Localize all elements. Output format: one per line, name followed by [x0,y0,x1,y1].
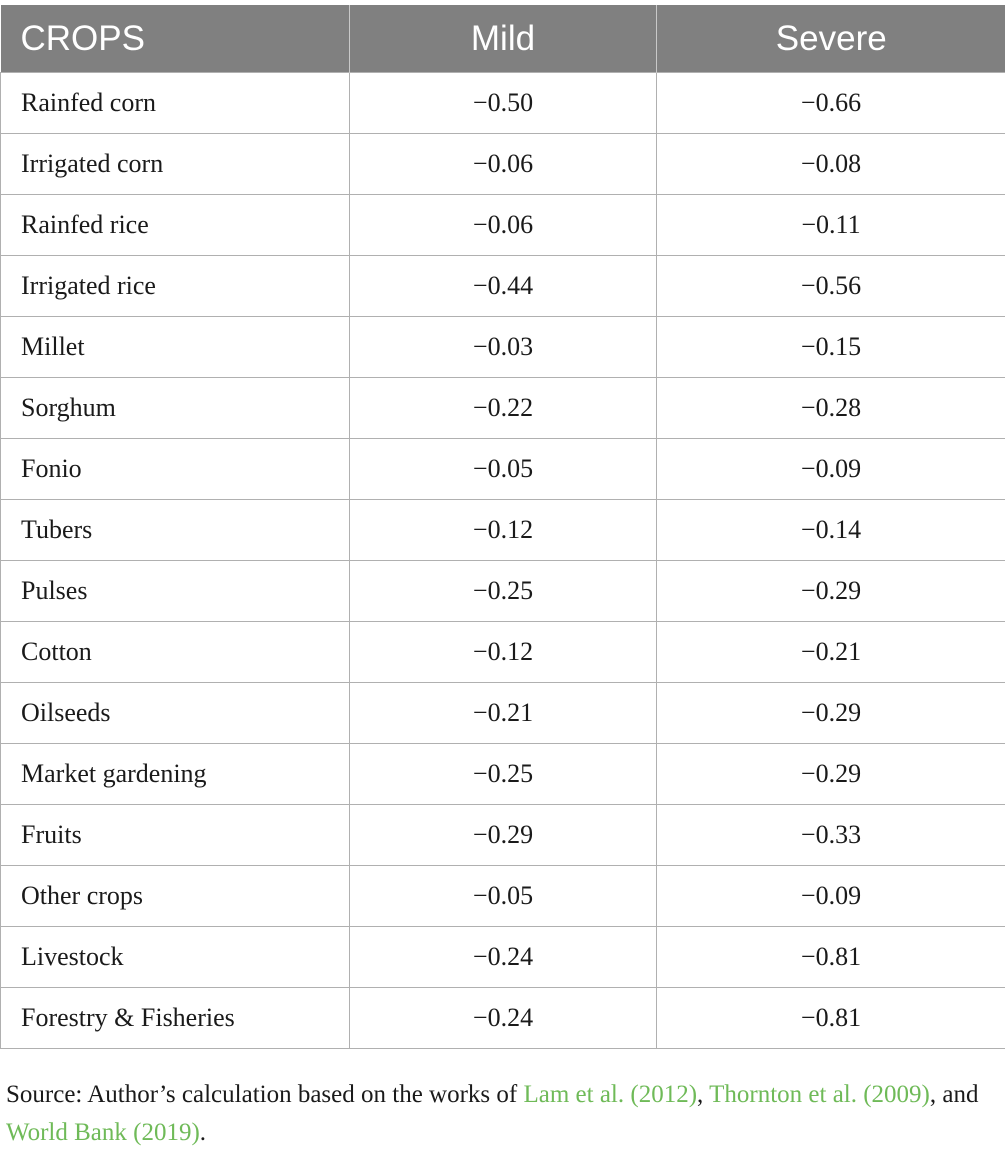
cell-severe: −0.21 [657,622,1005,683]
source-separator: , and [929,1081,979,1108]
table-row [1,256,1005,317]
table-row [1,73,1005,134]
table-row [1,561,1005,622]
cell-mild: −0.25 [350,561,657,622]
source-note [6,1076,1001,1152]
table-row [1,805,1005,866]
cell-crop: Irrigated rice [1,256,350,317]
cell-mild: −0.06 [350,134,657,195]
reference-link-world-bank-2019[interactable]: World Bank (2019) [6,1119,200,1146]
table-row [1,378,1005,439]
cell-mild: −0.05 [350,866,657,927]
cell-crop: Forestry & Fisheries [1,988,350,1049]
cell-crop: Other crops [1,866,350,927]
source-separator: , [697,1081,710,1108]
cell-severe: −0.08 [657,134,1005,195]
cell-severe: −0.11 [657,195,1005,256]
source-prefix: Source: Author’s calculation based on the works of [6,1081,524,1108]
cell-crop: Cotton [1,622,350,683]
cell-crop: Fonio [1,439,350,500]
cell-mild: −0.21 [350,683,657,744]
table-row [1,439,1005,500]
cell-severe: −0.29 [657,683,1005,744]
cell-crop: Fruits [1,805,350,866]
table-row [1,500,1005,561]
cell-severe: −0.14 [657,500,1005,561]
table-row [1,866,1005,927]
cell-crop: Rainfed corn [1,73,350,134]
reference-link-lam-2012[interactable]: Lam et al. (2012) [523,1081,698,1108]
header-severe: Severe [657,5,1005,73]
cell-mild: −0.25 [350,744,657,805]
cell-mild: −0.44 [350,256,657,317]
source-suffix: . [199,1119,207,1146]
cell-crop: Oilseeds [1,683,350,744]
cell-mild: −0.05 [350,439,657,500]
table-row [1,988,1005,1049]
cell-mild: −0.24 [350,988,657,1049]
table-row [1,744,1005,805]
cell-crop: Millet [1,317,350,378]
table-header-row [1,5,1005,73]
cell-crop: Tubers [1,500,350,561]
cell-severe: −0.09 [657,439,1005,500]
cell-severe: −0.29 [657,744,1005,805]
cell-severe: −0.15 [657,317,1005,378]
crop-impact-table [0,5,1005,1049]
reference-link-thornton-2009[interactable]: Thornton et al. (2009) [709,1081,930,1108]
cell-severe: −0.81 [657,927,1005,988]
cell-mild: −0.22 [350,378,657,439]
cell-severe: −0.56 [657,256,1005,317]
table-row [1,134,1005,195]
cell-severe: −0.29 [657,561,1005,622]
cell-mild: −0.12 [350,622,657,683]
cell-severe: −0.66 [657,73,1005,134]
cell-severe: −0.33 [657,805,1005,866]
cell-crop: Market gardening [1,744,350,805]
cell-mild: −0.29 [350,805,657,866]
cell-mild: −0.24 [350,927,657,988]
crop-impact-table-container [0,5,1005,1049]
table-row [1,683,1005,744]
cell-crop: Rainfed rice [1,195,350,256]
table-row [1,195,1005,256]
table-row [1,317,1005,378]
table-row [1,622,1005,683]
cell-crop: Livestock [1,927,350,988]
cell-crop: Pulses [1,561,350,622]
cell-crop: Irrigated corn [1,134,350,195]
cell-mild: −0.50 [350,73,657,134]
header-mild: Mild [350,5,657,73]
cell-crop: Sorghum [1,378,350,439]
cell-mild: −0.12 [350,500,657,561]
cell-severe: −0.28 [657,378,1005,439]
cell-mild: −0.03 [350,317,657,378]
table-row [1,927,1005,988]
cell-severe: −0.81 [657,988,1005,1049]
cell-mild: −0.06 [350,195,657,256]
cell-severe: −0.09 [657,866,1005,927]
header-crops: CROPS [1,5,350,73]
